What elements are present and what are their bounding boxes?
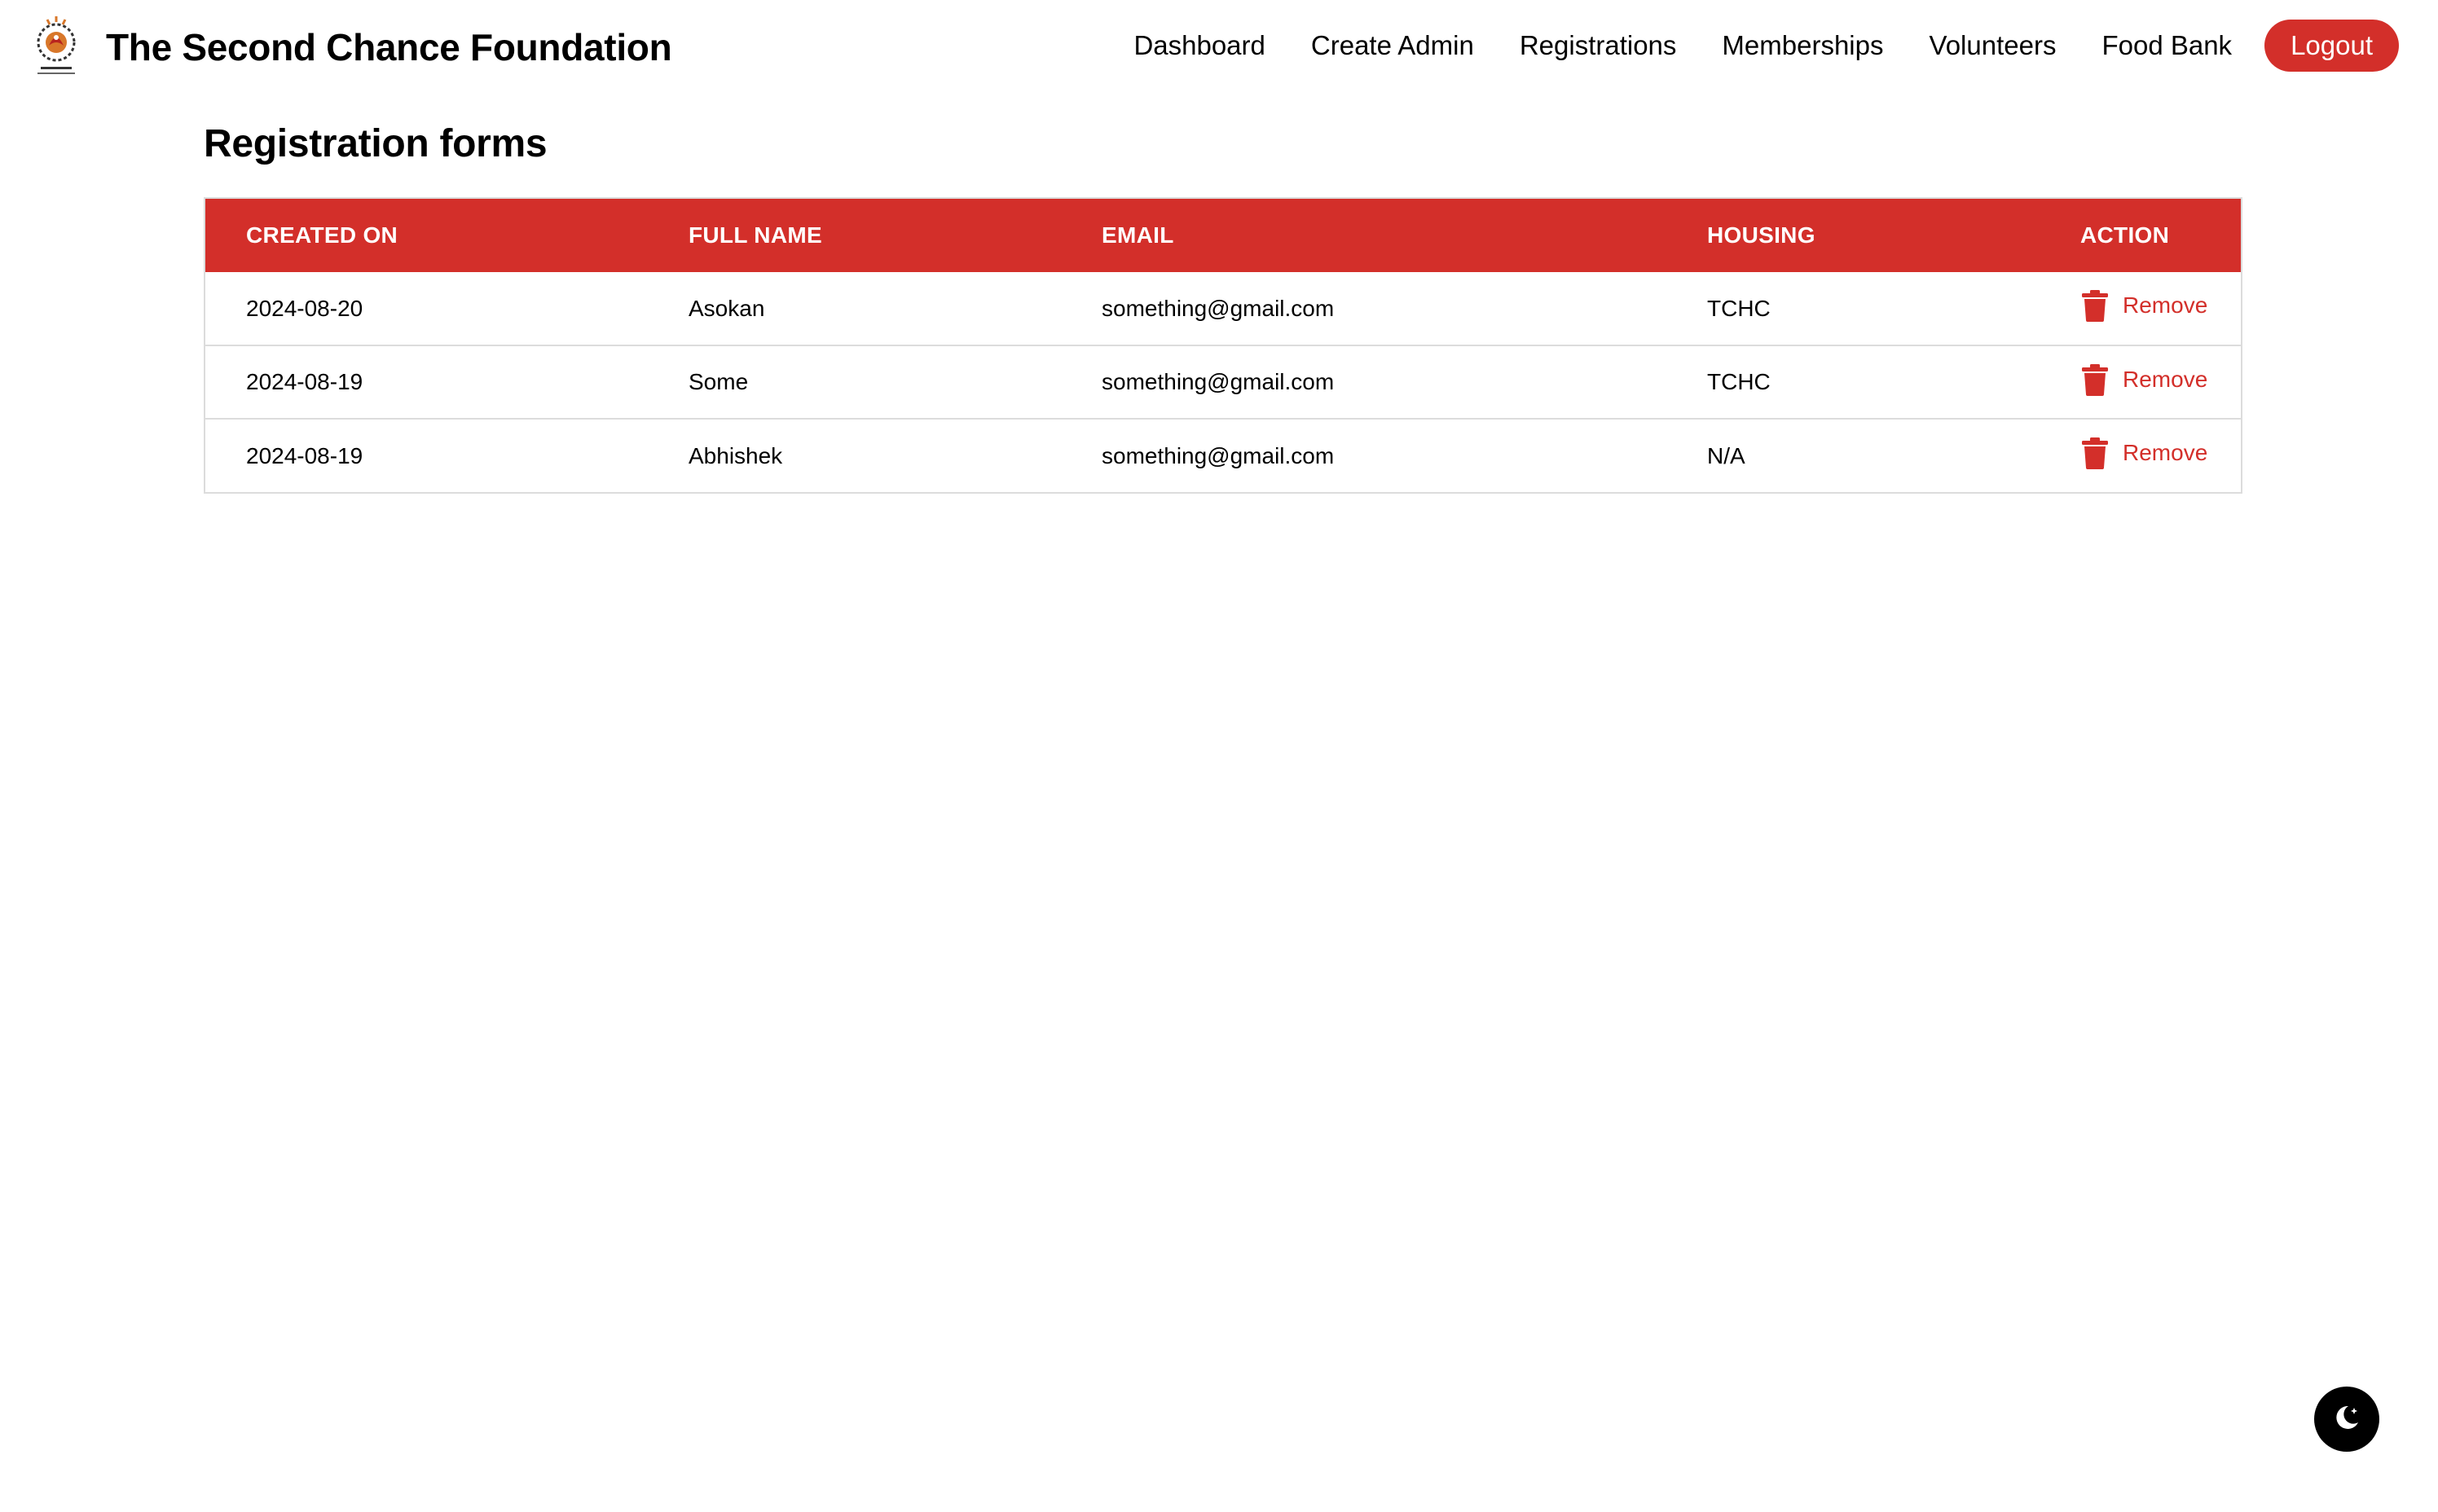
cell-created-on: 2024-08-19 xyxy=(246,369,363,394)
trash-icon xyxy=(2080,363,2110,396)
nav-dashboard[interactable]: Dashboard xyxy=(1133,30,1265,60)
table-row xyxy=(205,272,2241,345)
remove-label: Remove xyxy=(2123,440,2208,465)
remove-label: Remove xyxy=(2123,292,2208,318)
cell-action xyxy=(2040,345,2241,419)
logout-button[interactable]: Logout xyxy=(2264,20,2399,72)
nav-create-admin[interactable]: Create Admin xyxy=(1310,30,1474,60)
nav-memberships[interactable]: Memberships xyxy=(1722,30,1884,60)
nav-food-bank[interactable]: Food Bank xyxy=(2101,30,2233,60)
table-row xyxy=(205,345,2241,419)
cell-email: something@gmail.com xyxy=(1102,369,1335,394)
remove-button[interactable] xyxy=(2080,363,2207,396)
column-header-full-name: FULL NAME xyxy=(689,222,822,248)
trash-icon xyxy=(2080,437,2110,469)
remove-button[interactable] xyxy=(2080,289,2207,322)
foundation-logo-icon[interactable] xyxy=(29,13,83,78)
brand-title[interactable]: The Second Chance Foundation xyxy=(106,26,672,68)
column-header-housing: HOUSING xyxy=(1707,222,1815,248)
cell-full-name: Asokan xyxy=(689,295,765,321)
trash-icon xyxy=(2080,289,2110,322)
top-navbar xyxy=(0,0,2438,94)
moon-icon xyxy=(2332,1403,2361,1436)
registrations-table-container xyxy=(204,197,2242,494)
theme-toggle-button[interactable] xyxy=(2314,1387,2379,1452)
cell-housing: TCHC xyxy=(1707,369,1771,394)
column-header-created-on: CREATED ON xyxy=(246,222,398,248)
table-row xyxy=(205,419,2241,492)
cell-full-name: Abhishek xyxy=(689,442,783,468)
nav-volunteers[interactable]: Volunteers xyxy=(1929,30,2057,60)
column-header-email: EMAIL xyxy=(1102,222,1174,248)
cell-created-on: 2024-08-20 xyxy=(246,295,363,321)
cell-email: something@gmail.com xyxy=(1102,442,1335,468)
column-header-action: ACTION xyxy=(2080,222,2170,248)
cell-housing: N/A xyxy=(1707,442,1745,468)
nav-registrations[interactable]: Registrations xyxy=(1519,30,1677,60)
main-nav xyxy=(1088,20,2399,72)
cell-action xyxy=(2040,419,2241,492)
remove-button[interactable] xyxy=(2080,437,2207,469)
registrations-table xyxy=(205,199,2241,492)
cell-housing: TCHC xyxy=(1707,295,1771,321)
table-header-row xyxy=(205,199,2241,272)
cell-full-name: Some xyxy=(689,369,749,394)
cell-action xyxy=(2040,272,2241,345)
cell-created-on: 2024-08-19 xyxy=(246,442,363,468)
page-title: Registration forms xyxy=(204,122,548,165)
cell-email: something@gmail.com xyxy=(1102,295,1335,321)
remove-label: Remove xyxy=(2123,366,2208,392)
